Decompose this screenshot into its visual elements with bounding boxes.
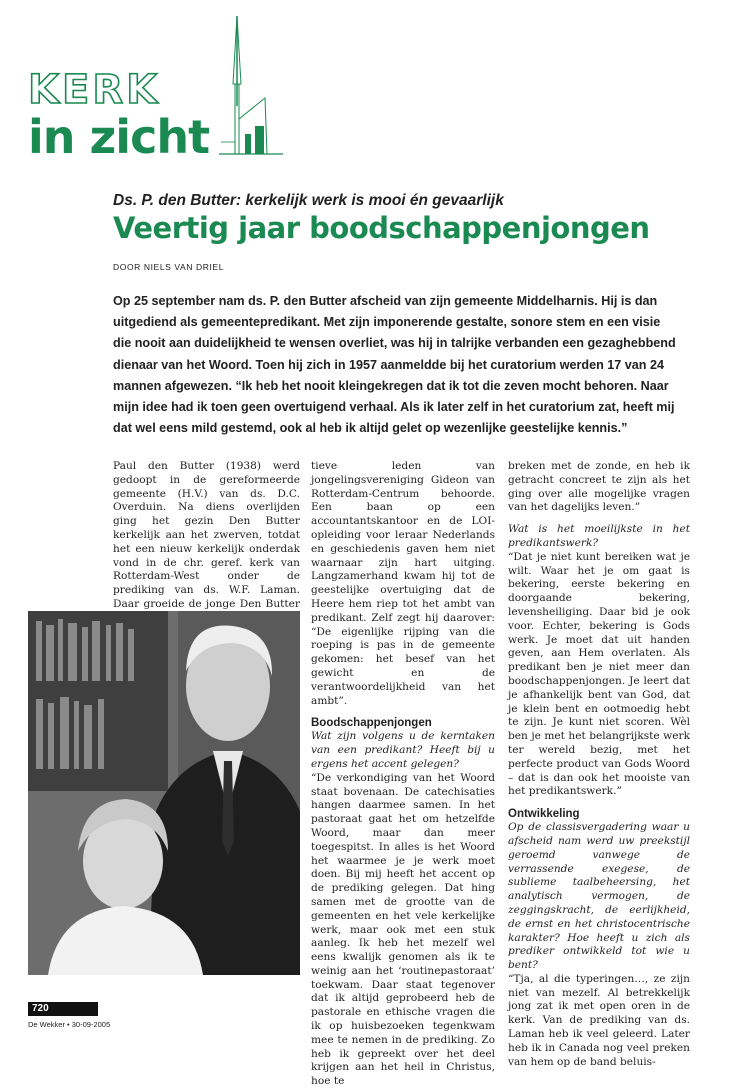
publication-footer: De Wekker • 30-09-2005 [28, 1020, 111, 1029]
paragraph: Paul den Butter (1938) werd gedoopt in de gereformeerde gemeente (H.V.) van ds. D.C. Overduin. Na diens overlijden ging het gezin Den Butter kerkelijk aan het zwerven, totdat het een nieuw kerkelijk onderdak vond in de chr. geref. kerk van Rotterdam-West onder de prediking van ds. W.F. Laman. Daar groeide de jonge Den Butter [113, 460, 300, 610]
interview-question: Op de classisvergadering waar u afscheid nam werd uw preekstijl geroemd vanwege de verrassende exegese, de sublieme taalbeheersing, het analytisch vermogen, de zeggingskracht, de eerlijkheid, de ernst en het christocentrische karakter? Hoe heeft u zich als prediker ontwikkeld tot wie u bent? [508, 821, 690, 972]
paragraph: tieve leden van jongelingsvereniging Gideon van Rotterdam-Centrum behoorde. Een baan op een accountantskantoor en de LOI-opleiding voor leraar Nederlands en geschiedenis gaven hem niet waarnaar zijn hart uitging. Langzamerhand kwam hij tot de geestelijke overtuiging dat de Heere hem riep tot het ambt van predikant. Zelf zegt hij daarover: “De eigenlijke rijping van die roeping is pas in de gemeente gekomen: het besef van het gewicht en de verantwoordelijkheid van het ambt”. [311, 460, 495, 707]
article-column-3 [508, 460, 690, 1069]
paragraph: “Tja, al die typeringen…, ze zijn niet van mezelf. Al betrekkelijk jong zat ik met open oren in de kerk. Van de prediking van ds. Laman heb ik veel geleerd. Later heb ik in Canada nog veel preken van hem op de band beluis- [508, 972, 690, 1068]
article-byline: DOOR NIELS VAN DRIEL [113, 262, 225, 272]
section-logo-kerk: KERK [28, 67, 161, 113]
paragraph: breken met de zonde, en heb ik getracht concreet te zijn als het ging over alle mogelijke vragen van het dagelijks leven.” [508, 460, 690, 514]
paragraph: “Dat je niet kunt bereiken wat je wilt. Waar het je om gaat is bekering, eerste bekering en doorgaande bekering, levensheiliging. Daar bid je ook voor. Echter, bekering is Gods werk. Je moet dat uit handen geven, aan Hem overlaten. Als predikant ben je niet meer dan boodschappenjongen. Je leert dat je afhankelijk bent van God, dat je klein bent en ootmoedig hebt te zijn. Je kunt niet scoren. Wèl ben je met het belangrijkste werk ter wereld bezig, met het perfecte product van Gods Woord – dat is dan ook het mooiste van het predikantswerk.” [508, 550, 690, 798]
interview-question: Wat is het moeilijkste in het predikantswerk? [508, 523, 690, 549]
article-kicker: Ds. P. den Butter: kerkelijk werk is mooi én gevaarlijk [113, 192, 504, 209]
portrait-photo [28, 611, 300, 975]
church-icon [205, 14, 290, 164]
page-number: 720 [28, 1002, 98, 1016]
article-column-2 [311, 460, 495, 1089]
subheading-ontwikkeling: Ontwikkeling [508, 808, 580, 821]
paragraph: “De verkondiging van het Woord staat bovenaan. De catechisaties hangen daarmee samen. In het pastoraat gaat het om hetzelfde Woord, maar dan meer toegespitst. In alles is het Woord het waarmee je je werk moet doen. Bij mij heeft het accent op de prediking gelegen. Dat hing samen met de grootte van de gemeenten en het vele kerkelijke werk, maar ook met een stuk aanleg. Ik heb het mezelf wel eens kwalijk genomen als ik te weinig aan het ‘routinepastoraat’ toekwam. Daar staat tegenover dat ik altijd geprobeerd heb de pastorale en ethische vragen die ik op huisbezoeken tegenkwam mee te nemen in de prediking. Zo heb ik gepreekt over het deel krijgen aan het heil in Christus, hoe te [311, 771, 495, 1088]
article-headline: Veertig jaar boodschappenjongen [113, 211, 650, 245]
article-lead: Op 25 september nam ds. P. den Butter afscheid van zijn gemeente Middelharnis. Hij is dan uitgediend als gemeentepredikant. Met zijn imponerende gestalte, sonore stem en een visie die nooit aan duidelijkheid te wensen overliet, was hij in talrijke verbanden een gezaghebbend dienaar van het Woord. Toen hij zich in 1957 aanmeldde bij het curatorium werden 17 van 24 mannen afgewezen. “Ik heb het nooit kleingekregen dat ik tot die zeven mocht behoren. Naar mijn idee had ik toen geen overtuigend verhaal. Als ik later zelf in het curatorium zat, heeft mij dat wel eens mild gestemd, ook al heb ik altijd gelet op wezenlijke geestelijke kennis.” [113, 294, 676, 436]
section-logo-in-zicht: in zicht [28, 110, 210, 164]
interview-question: Wat zijn volgens u de kerntaken van een predikant? Heeft bij u ergens het accent gelegen? [311, 730, 495, 770]
couple-photo-image [28, 611, 300, 975]
subheading-boodschappenjongen: Boodschappenjongen [311, 717, 432, 730]
article-column-1 [113, 460, 300, 626]
